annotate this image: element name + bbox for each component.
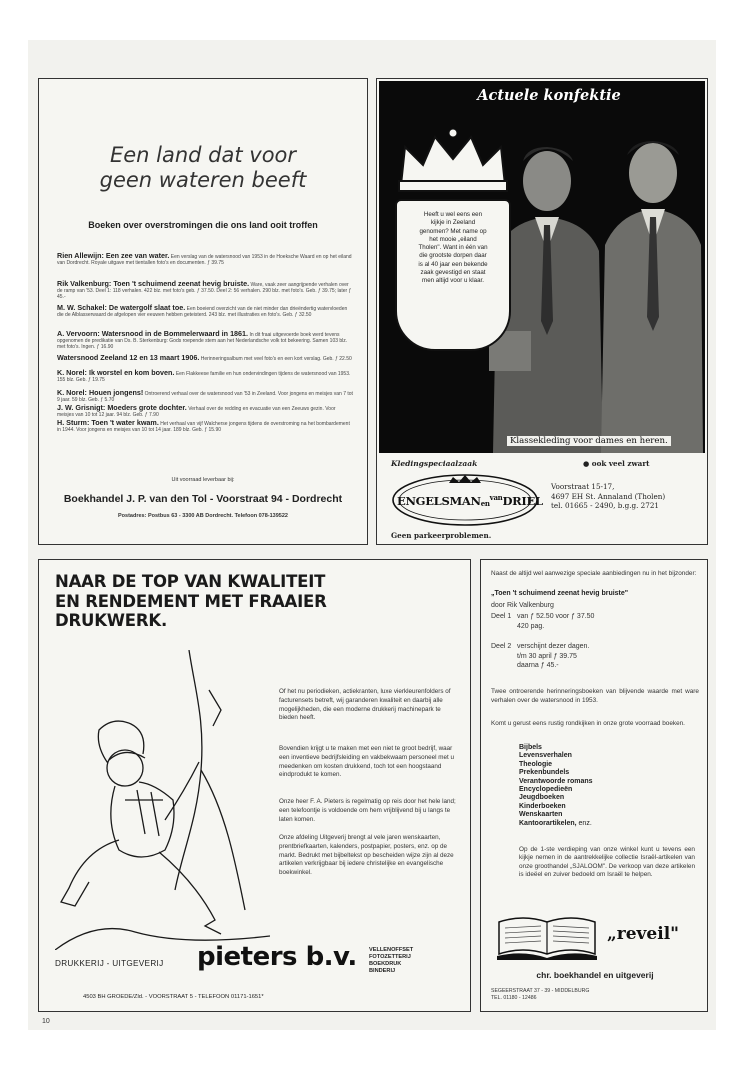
bubble-line: Tholen". Want in één van	[418, 244, 488, 252]
category-label: Kinderboeken	[519, 802, 566, 810]
service-item: BINDERIJ	[369, 968, 396, 974]
reveil-logo: „reveil"	[607, 924, 680, 944]
book-description: Een boeiend overzicht van de niet minder dan drieëndertig watervloeden die de Alblasserwaard de afgelopen vier eeuwen hebben geteisterd. 243 blz. met illustraties en foto's. Geb. ƒ 32.50	[57, 306, 348, 319]
print-paragraph: Onze afdeling Uitgeverij brengt al vele jaren wenskaarten, prentbriefkaarten, kalenders, postpapier, posters, enz. op de markt. Bedrukt met bijbeltekst op bescheiden wijze zijn al deze artikelen verkrijgbaar bij iedere christelijke en evangelische boekwinkel.	[279, 834, 454, 877]
book-entry	[57, 305, 353, 318]
deel2-line: verschijnt dezer dagen.	[517, 643, 590, 650]
ad-title-line1: Een land dat voor	[109, 143, 297, 167]
fashion-photo	[379, 81, 705, 453]
bubble-text	[397, 201, 509, 286]
bubble-line: is al 40 jaar een bekende	[418, 260, 488, 268]
book-title: M. W. Schakel: De watergolf slaat toe.	[57, 303, 186, 312]
book-entry	[57, 390, 353, 403]
category-item	[519, 820, 593, 828]
book-title: Rien Allewijn: Een zee van water.	[57, 251, 170, 260]
book-entry	[57, 331, 353, 351]
book-entry	[57, 355, 353, 362]
fashion-tagline: Klassekleding voor dames en heren.	[507, 436, 671, 446]
category-item	[519, 744, 593, 752]
models-photo	[489, 121, 705, 453]
climber-illustration	[55, 650, 270, 950]
reveil-intro: Naast de altijd wel aanwezige speciale aanbiedingen nu in het bijzonder:	[491, 570, 697, 577]
category-label: Encyclopedieën	[519, 786, 573, 794]
company-logo: pieters b.v.	[197, 942, 357, 972]
deel2-label: Deel 2	[491, 643, 512, 650]
book-title: Watersnood Zeeland 12 en 13 maart 1906.	[57, 353, 200, 362]
book-description: Een verslag van de watersnood van 1953 in de Hoeksche Waard en op het eiland van Dordrecht. Royale uitgave met tientallen foto's en documenten. ƒ 39.75	[57, 254, 352, 267]
ad-subtitle: Boeken over overstromingen die ons land ooit troffen	[88, 220, 318, 230]
address-line: SEGEERSTRAAT 37 - 39 - MIDDELBURG	[491, 988, 590, 994]
bible-icon	[495, 912, 599, 962]
bubble-line: die grootste dorpen daar	[419, 252, 487, 260]
ad-pieters	[38, 559, 471, 1012]
category-label: Levensverhalen	[519, 752, 572, 760]
ad-title-line2: geen wateren beeft	[99, 168, 307, 192]
book-description: In dit fraai uitgevoerde boek werd tevens opgenomen de predikatie van Ds. B. Sterkenburg: Gods roepende stem aan het Nederlandsche volk tot bekeering. Samen 103 blz. met foto's. Ingen. ƒ 16.90	[57, 332, 348, 351]
book-title: Rik Valkenburg: Toen 't schuimend zeenat hevig bruiste.	[57, 279, 250, 288]
ad-reveil	[480, 559, 708, 1012]
book-title: K. Norel: Ik worstel en kom boven.	[57, 368, 175, 377]
category-suffix: enz.	[578, 819, 592, 827]
postal-address: Postadres: Postbus 63 - 3300 AB Dordrecht. Telefoon 078-139522	[118, 513, 288, 519]
category-item	[519, 786, 593, 794]
engelsman-logo	[391, 473, 543, 527]
category-label: Jeugdboeken	[519, 794, 565, 802]
service-item: VELLENOFFSET	[369, 947, 414, 953]
book-entry	[57, 370, 353, 383]
logo-text	[397, 493, 543, 508]
book-entry	[57, 281, 353, 301]
book-entry	[57, 253, 353, 266]
category-item	[519, 769, 593, 777]
category-label: Bijbels	[519, 744, 542, 751]
category-label: Verantwoorde romans	[519, 777, 593, 785]
headline-line: DRUKWERK.	[55, 611, 168, 630]
book-entry	[57, 405, 353, 418]
address-line: tel. 01665 - 2490, b.g.g. 2721	[551, 501, 659, 510]
ad-flood-books	[38, 78, 368, 545]
category-label: Prekenbundels	[519, 769, 570, 777]
print-headline	[55, 572, 327, 631]
book-title: H. Sturm: Toen 't water kwam.	[57, 418, 159, 427]
logo-van: van	[489, 493, 503, 502]
book-description: Het verhaal van vijf Walcherse jongens tijdens de overstroming na het bombardement in 1944. Voor jongens en meisjes van 10 tot 14 jaar. 189 blz. Geb. ƒ 15.90	[57, 421, 350, 434]
headline-line: NAAR DE TOP VAN KWALITEIT	[55, 572, 326, 591]
book-entry	[57, 420, 353, 433]
reveil-author: door Rik Valkenburg	[491, 602, 554, 609]
category-item	[519, 803, 593, 811]
category-label: Theologie	[519, 760, 553, 768]
category-list	[519, 744, 593, 828]
deel2-line: daarna ƒ 45.-	[517, 662, 559, 669]
address-line: TEL. 01180 - 12486	[491, 994, 537, 1001]
speech-bubble	[395, 199, 511, 351]
store-name: Boekhandel J. P. van den Tol - Voorstraat 94 - Dordrecht	[63, 493, 343, 505]
bubble-line: kijkje in Zeeland	[430, 219, 476, 227]
company-address: 4503 BH GROEDE/Zld. - VOORSTRAAT 5 - TELEFOON 01171-1651*	[83, 994, 264, 1000]
book-description: Verhaal over de redding en evacuatie van een Zeeuws gezin. Voor meisjes van 10 tot 12 jaar. 94 blz. Geb. ƒ 7.90	[57, 406, 336, 419]
deel1-line: van ƒ 52.50 voor ƒ 37.50	[517, 613, 595, 620]
book-description: Ontroerend verhaal over de watersnood van '53 in Zeeland. Voor jongens en meisjes van 7 tot 9 jaar. 59 blz. Geb. ƒ 5.70	[57, 391, 353, 404]
deel2	[491, 642, 589, 671]
logo-en: en	[480, 499, 490, 508]
fashion-title: Actuele konfektie	[477, 87, 621, 104]
bubble-line: men altijd voor u klaar.	[422, 277, 484, 285]
bubble-line: het mooie „eiland	[429, 235, 477, 243]
category-item	[519, 752, 593, 760]
zwart-text: ook veel zwart	[591, 459, 650, 468]
deel1-label: Deel 1	[491, 613, 512, 620]
address-line: Voorstraat 15-17,	[551, 482, 615, 491]
category-label: Wenskaarten	[519, 811, 563, 819]
category-item	[519, 794, 593, 802]
newspaper-page	[28, 40, 716, 1030]
category-item	[519, 811, 593, 819]
deel1-line: 420 pag.	[517, 622, 545, 630]
reveil-address	[491, 988, 589, 1002]
book-title: K. Norel: Houen jongens!	[57, 388, 144, 397]
reveil-tagline: chr. boekhandel en uitgeverij	[536, 970, 654, 980]
reveil-para1: Twee ontroerende herinneringsboeken van blijvende waarde met ware verhalen over de watersnood in 1953.	[491, 688, 699, 704]
service-item: FOTOZETTERIJ	[369, 954, 411, 960]
company-services	[369, 947, 413, 975]
parking-note: Geen parkeerproblemen.	[391, 531, 492, 540]
category-item	[519, 778, 593, 786]
book-description: Herinneringsalbum met veel foto's en een kort verslag. Geb. ƒ 22.50	[200, 356, 352, 362]
fashion-address	[551, 482, 665, 511]
bubble-line: genomen? Met name op	[419, 227, 487, 235]
ad-fashion	[376, 78, 708, 545]
book-title: J. W. Grisnigt: Moeders grote dochter.	[57, 403, 187, 412]
print-paragraph: Of het nu periodieken, actiekranten, luxe vierkleurenfolders of facturensets betreft, wij garanderen kwaliteit en daarbij alle mogelijkheden, die een moderne drukkerij machinepark te bieden heeft.	[279, 688, 451, 722]
reveil-para2: Komt u gerust eens rustig rondkijken in onze grote voorraad boeken.	[491, 720, 685, 727]
page-number: 10	[42, 1018, 50, 1025]
deel1	[491, 612, 594, 631]
book-description: Een Flakkeese familie en hun ondervindingen tijdens de watersnood van 1953. 155 blz. Geb. ƒ 19.75	[57, 371, 351, 384]
deel2-line: t/m 30 april ƒ 39.75	[517, 652, 577, 660]
zwart-note: ● ook veel zwart	[583, 459, 650, 468]
logo-right: DRIEL	[502, 494, 543, 508]
company-prefix: DRUKKERIJ - UITGEVERIJ	[55, 959, 164, 968]
bubble-line: zaak gevestigd en staat	[420, 269, 486, 277]
print-paragraph: Onze heer F. A. Pieters is regelmatig op reis door het hele land; een telefoontje is voldoende om hem vrijblijvend bij u langs te laten komen.	[279, 798, 456, 823]
print-paragraph: Bovendien krijgt u te maken met een niet te groot bedrijf, waar een inventieve bedrijfsleiding en vakbekwaam personeel met u meedenken om kosten drukkend, toch tot een hoogstaand eindprodukt te komen.	[279, 745, 455, 779]
address-line: 4697 EH St. Annaland (Tholen)	[551, 491, 666, 501]
service-item: BOEKDRUK	[369, 961, 402, 967]
reveil-israel: Op de 1-ste verdieping van onze winkel kunt u tevens een kijkje nemen in de aantrekkelijke collectie Israël-artikelen van onze groothandel „SJALOOM". De verkoop van deze artikelen is ideëel en zuiver bedoeld om Israël te helpen.	[519, 846, 695, 878]
book-description: Ware, vaak zeer aangrijpende verhalen over de ramp van '53. Deel 1: 118 verhalen. 422 blz. met foto's geb. ƒ 37.50. Deel 2: 56 verhalen. 290 blz. met foto's. Geb. ƒ 39.75; later ƒ 45.-	[57, 282, 352, 301]
category-item	[519, 761, 593, 769]
category-label: Kantoorartikelen,	[519, 819, 577, 827]
specialty-label: Kledingspeciaalzaak	[391, 459, 478, 468]
headline-line: EN RENDEMENT MET FRAAIER	[55, 591, 327, 611]
book-title: A. Vervoorn: Watersnood in de Bommelerwaard in 1861.	[57, 329, 249, 338]
reveil-book-title: „Toen 't schuimend zeenat hevig bruiste"	[491, 590, 629, 597]
stock-note: Uit voorraad leverbaar bij:	[171, 477, 235, 483]
logo-left: ENGELSMAN	[397, 494, 481, 508]
bubble-line: Heeft u wel eens een	[423, 211, 483, 218]
